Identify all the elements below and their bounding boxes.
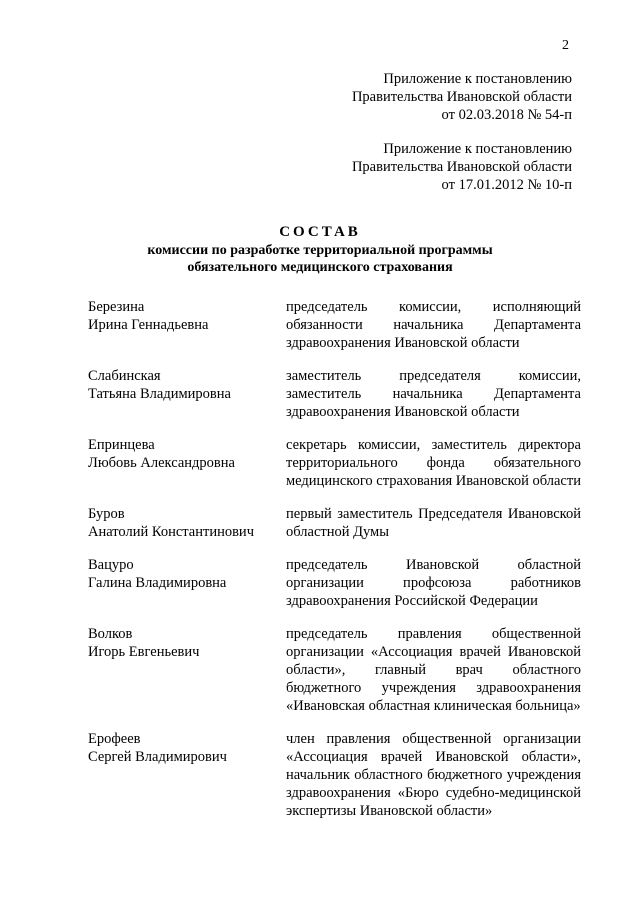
member-role: член правления общественной организации «Ассоциация врачей Ивановской области», начальник областного бюджетного учреждения здравоохранения «Бюро судебно-медицинской экспертизы Ивановской области» (286, 731, 581, 819)
member-surname: Вацуро (88, 557, 134, 573)
appendix-line: от 02.03.2018 № 54-п (441, 107, 572, 123)
member-row (88, 505, 586, 541)
member-given-name: Сергей Владимирович (88, 749, 227, 765)
member-given-name: Галина Владимировна (88, 575, 227, 591)
document-heading (0, 222, 640, 276)
member-surname: Березина (88, 299, 145, 315)
member-row (88, 436, 586, 490)
member-name (88, 298, 286, 352)
appendix-note-current (300, 70, 572, 124)
member-row (88, 367, 586, 421)
appendix-line: Приложение к постановлению (383, 141, 572, 157)
member-given-name: Татьяна Владимировна (88, 386, 231, 402)
member-given-name: Ирина Геннадьевна (88, 317, 209, 333)
member-given-name: Игорь Евгеньевич (88, 644, 200, 660)
member-surname: Буров (88, 506, 125, 522)
member-name (88, 730, 286, 820)
member-surname: Ерофеев (88, 731, 141, 747)
document-subtitle-line: комиссии по разработке территориальной программы (147, 243, 493, 258)
member-given-name: Любовь Александровна (88, 455, 235, 471)
member-name (88, 436, 286, 490)
appendix-line: Приложение к постановлению (383, 71, 572, 87)
member-surname: Слабинская (88, 368, 161, 384)
member-row (88, 625, 586, 715)
member-name (88, 367, 286, 421)
member-role: первый заместитель Председателя Ивановской областной Думы (286, 506, 581, 540)
document-title: СОСТАВ (279, 224, 361, 240)
member-role: председатель Ивановской областной организации профсоюза работников здравоохранения Российской Федерации (286, 557, 581, 609)
member-surname: Епринцева (88, 437, 155, 453)
member-role: заместитель председателя комиссии, заместитель начальника Департамента здравоохранения Ивановской области (286, 368, 581, 420)
member-surname: Волков (88, 626, 133, 642)
member-row (88, 556, 586, 610)
page-number: 2 (562, 38, 569, 53)
commission-members-list (88, 298, 586, 835)
member-role: секретарь комиссии, заместитель директора территориального фонда обязательного медицинского страхования Ивановской области (286, 437, 581, 489)
member-row (88, 298, 586, 352)
document-subtitle-line: обязательного медицинского страхования (187, 260, 453, 275)
member-role: председатель комиссии, исполняющий обязанности начальника Департамента здравоохранения Ивановской области (286, 299, 581, 351)
appendix-note-original (300, 140, 572, 194)
appendix-line: Правительства Ивановской области (351, 89, 572, 105)
member-name (88, 556, 286, 610)
member-name (88, 625, 286, 715)
appendix-line: от 17.01.2012 № 10-п (441, 177, 572, 193)
member-role: председатель правления общественной организации «Ассоциация врачей Ивановской области», главный врач областного бюджетного учреждения здравоохранения «Ивановская областная клиническая больница» (286, 626, 581, 714)
member-name (88, 505, 286, 541)
appendix-line: Правительства Ивановской области (351, 159, 572, 175)
member-row (88, 730, 586, 820)
member-given-name: Анатолий Константинович (88, 524, 254, 540)
